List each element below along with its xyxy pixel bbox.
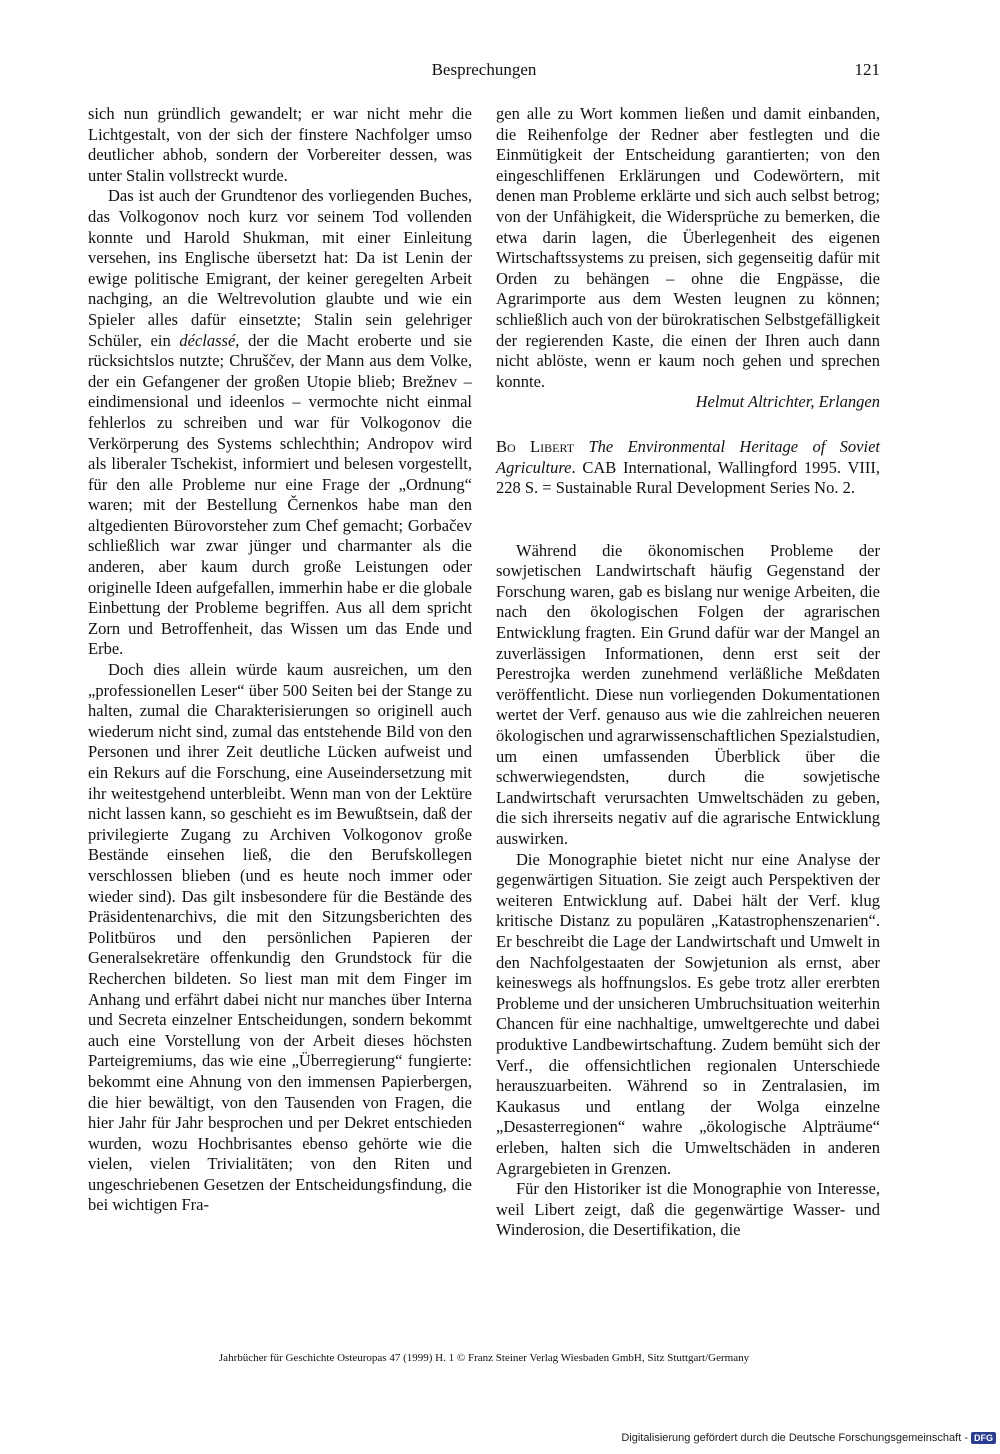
paragraph-text: , der die Macht eroberte und sie rücksichtslos nutzte; Chruščev, der Mann aus dem Volke, der ein Gefangener der großen Utopie blieb; Brežnev – eindimensional und ideenlos – vermochte nicht einmal fehlerlos zu schreiben und war für Volkogonov die Verkörperung des Systems schlechthin; Andropov wird als liberaler Tschekist, informiert und belesen vorgestellt, für den alle Probleme nur eine Frage der „Ordnung“ waren; mit der Bestellung Černenkos habe man den altgedienten Bürovorsteher zum Chef gemacht; Gorbačev schließlich war zwar jünger und charmanter als die anderen, aber kaum durch große Leistungen oder originelle Ideen aufgefallen, immerhin habe er die globale Einbettung der Probleme begriffen. Aus all dem spricht Zorn und Betroffenheit, das Wissen um das Ende und Erbe. (88, 330, 472, 659)
italic-term: déclassé (179, 330, 236, 350)
dfg-banner (621, 1432, 996, 1444)
dfg-banner-text: Digitalisierung gefördert durch die Deutsche Forschungsgemeinschaft - (621, 1432, 968, 1444)
journal-footer: Jahrbücher für Geschichte Osteuropas 47 (1999) H. 1 © Franz Steiner Verlag Wiesbaden GmbH, Sitz Stuttgart/Germany (218, 1352, 750, 1364)
paragraph: Für den Historiker ist die Monographie von Interesse, weil Libert zeigt, daß die gegenwärtige Wasser- und Winderosion, die Desertifikation, die (496, 1179, 880, 1240)
review-signature: Helmut Altrichter, Erlangen (695, 392, 880, 412)
paragraph: Doch dies allein würde kaum ausreichen, um den „professionellen Leser“ über 500 Seiten bei der Stange zu halten, zumal die Charakterisierungen so originell auch wiederum nicht sind, zumal das entstehende Bild von den Personen und ihrer Zeit deutliche Lücken aufweist und ein Rekurs auf die Forschung, eine Auseindersetzung mit ihr weitestgehend unterbleibt. Wenn man von der Lektüre nicht lassen kann, so geschieht es im Bewußtsein, daß der privilegierte Zugang zu Archiven Volkogonov große Bestände einsehen ließ, die den Berufskollegen verschlossen blieben (und es heute noch immer oder wieder sind). Das gilt insbesondere für die Bestände des Präsidentenarchivs, die mit den Sitzungsberichten des Politbüros und den persönlichen Papieren der Generalsekretäre offenkundig den Grundstock für die Recherchen bildeten. So liest man mit dem Finger im Anhang und erfährt dabei nicht nur manches über Interna und Secreta einzelner Entscheidungen, sondern bekommt auch eine Vorstellung von der Arbeit dieses höchsten Parteigremiums, das wie eine „Überregierung“ fungierte: bekommt eine Ahnung von den immensen Papierbergen, die hier bewältigt, von den Tausenden von Fragen, die hier Jahr für Jahr besprochen und per Dekret entschieden wurden, wozu Hochbrisantes ebenso gehörte wie die vielen, vielen Trivialitäten; von den Riten und ungeschriebenen Gesetzen der Entscheidungsfindung, die bei wichtigen Fra- (88, 660, 472, 1215)
page-header (88, 60, 880, 88)
page-number: 121 (854, 60, 880, 79)
entry-details: . CAB International, Wallingford 1995. VIII, 228 S. = Sustainable Rural Development Series No. 2. (496, 457, 880, 498)
paragraph: Während die ökonomischen Probleme der sowjetischen Landwirtschaft häufig Gegenstand der Forschung waren, gab es bislang nur wenige Arbeiten, die nach den ökologischen Folgen der agrarischen Entwicklung fragten. Ein Grund dafür war der Mangel an zuverlässigen Informationen, denn erst seit der Perestrojka werden zunehmend verläßliche Meßdaten veröffentlicht. Diese nun vorliegenden Dokumentationen wertet der Verf. genauso aus wie die zahlreichen neueren ökologischen und agrarwissenschaftlichen Spezialstudien, um einen umfassenden Überblick über die schwerwiegendsten, durch die sowjetische Landwirtschaft verursachten Umweltschäden zu geben, die sich ihrerseits negativ auf die agrarische Entwicklung auswirken. (496, 540, 880, 848)
entry-title: The Environmental Heritage of Soviet Agriculture (496, 436, 880, 477)
left-column (88, 104, 472, 1216)
bibliographic-entry (496, 437, 880, 499)
running-title: Besprechungen (431, 60, 537, 79)
entry-author: Bo Libert (496, 436, 575, 456)
paragraph: sich nun gründlich gewandelt; er war nicht mehr die Lichtgestalt, von der sich der finstere Nachfolger umso deutlicher abhob, sondern der Vorbereiter dessen, was unter Stalin vollstreckt wurde. (88, 104, 472, 185)
paragraph (88, 186, 472, 660)
paragraph: Die Monographie bietet nicht nur eine Analyse der gegenwärtigen Situation. Sie zeigt auch Perspektiven der weiteren Entwicklung auf. Dabei hält der Verf. klug kritische Distanz zu populären „Katastrophenszenarien“. Er beschreibt die Lage der Landwirtschaft und Umwelt in den Nachfolgestaaten der Sowjetunion als ernst, aber keineswegs als hoffnungslos. Es gebe trotz aller ererbten Probleme und der unsicheren Umbruchsituation weiterhin Chancen für eine nachhaltige, umweltgerechte und dabei produktive Landbewirtschaftung. Zudem bemüht sich der Verf., die offensichtlichen regionalen Unterschiede herauszuarbeiten. Während so in Zentralasien, im Kaukasus und entlang der Wolga einzelne „Desasterregionen“ wahre „ökologische Alpträume“ erleben, halten sich die Umweltschäden in anderen Agrargebieten in Grenzen. (496, 849, 880, 1178)
section-spacer (496, 499, 880, 541)
dfg-logo: DFG (971, 1432, 996, 1444)
paragraph: gen alle zu Wort kommen ließen und damit einbanden, die Reihenfolge der Redner aber festlegten und die Einmütigkeit der Entscheidung garantierten; von den eingeschliffenen Erklärungen und Codewörtern, mit denen man Probleme erklärte und sich auch selbst betrog; von der Unfähigkeit, die Widersprüche zu bemerken, die etwa darin lagen, die Überlegenheit des eigenen Wirtschaftssystems zu preisen, sich gegenseitig dafür mit Orden zu behängen – ohne die Engpässe, die Agrarimporte aus dem Westen leugnen zu können; schließlich auch von der bürokratischen Selbstgefälligkeit der regierenden Kaste, die einen der Ihren auch dann nicht ablöste, wenn er kaum noch gehen und sprechen konnte. (496, 104, 880, 391)
paragraph-text: Das ist auch der Grundtenor des vorliegenden Buches, das Volkogonov noch kurz vor seinem Tod vollenden konnte und Harold Shukman, mit einer Einleitung versehen, ins Englische übersetzt hat: Da ist Lenin der ewige politische Emigrant, der keiner geregelten Arbeit nachging, an die Weltrevolution glaubte und wie ein Spieler alles dafür einsetzte; Stalin sein gelehriger Schüler, ein (88, 186, 472, 350)
right-column (496, 104, 880, 1241)
